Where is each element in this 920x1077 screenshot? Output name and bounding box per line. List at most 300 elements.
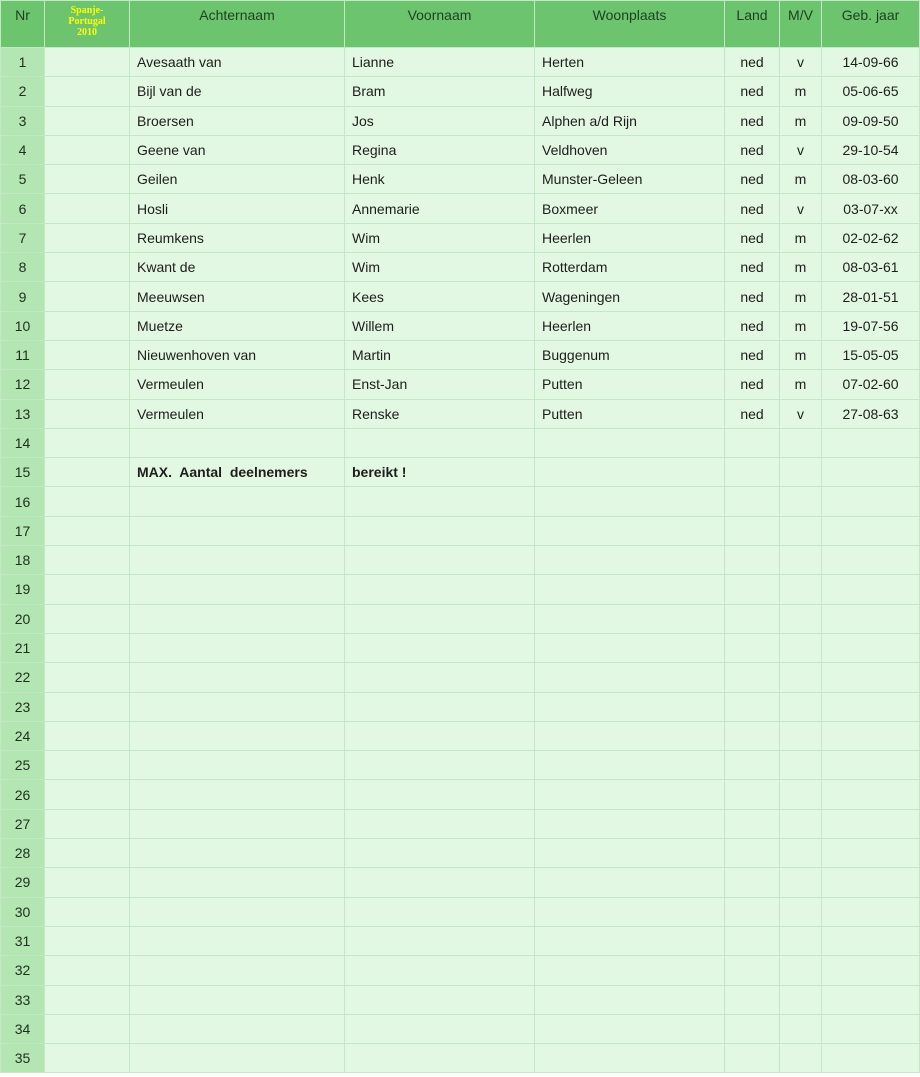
cell-woonplaats[interactable] [535,868,724,896]
cell-voornaam[interactable] [345,898,534,926]
cell-woonplaats[interactable] [535,517,724,545]
table-row [1,282,919,310]
cell-geb-jaar[interactable] [822,546,919,574]
cell-mv[interactable]: m [780,107,821,135]
cell-mv[interactable] [780,898,821,926]
cell-achternaam[interactable] [130,1044,344,1072]
cell-land[interactable] [725,546,779,574]
cell-mv[interactable] [780,868,821,896]
cell-nr[interactable]: 29 [1,868,44,896]
cell-nr[interactable]: 25 [1,751,44,779]
cell-land[interactable] [725,898,779,926]
cell-voornaam[interactable] [345,780,534,808]
cell-land[interactable]: ned [725,370,779,398]
cell-woonplaats[interactable] [535,780,724,808]
empty-rows [1,487,919,1072]
cell-voornaam[interactable] [345,575,534,603]
cell-voornaam[interactable] [345,663,534,691]
cell-mv[interactable] [780,693,821,721]
cell-nr[interactable]: 30 [1,898,44,926]
cell-trip[interactable] [45,546,129,574]
cell-trip[interactable] [45,663,129,691]
max-notice-reached[interactable]: bereikt ! [345,458,534,486]
cell-mv[interactable]: m [780,282,821,310]
cell-mv[interactable]: m [780,253,821,281]
cell-voornaam[interactable] [345,751,534,779]
cell-mv[interactable] [780,517,821,545]
cell-mv[interactable]: v [780,400,821,428]
cell-trip[interactable] [45,575,129,603]
cell-land[interactable]: ned [725,107,779,135]
cell-woonplaats[interactable] [535,956,724,984]
cell-geb-jaar[interactable] [822,810,919,838]
cell-nr[interactable]: 13 [1,400,44,428]
cell-achternaam[interactable] [130,810,344,838]
cell-land[interactable]: ned [725,282,779,310]
cell-land[interactable] [725,751,779,779]
cell-nr[interactable]: 16 [1,487,44,515]
cell-land[interactable] [725,956,779,984]
cell-mv[interactable] [780,575,821,603]
cell-land[interactable]: ned [725,194,779,222]
cell-mv[interactable] [780,634,821,662]
cell-trip[interactable] [45,839,129,867]
cell-geb-jaar[interactable] [822,693,919,721]
cell-woonplaats[interactable]: Putten [535,400,724,428]
cell-voornaam[interactable]: Willem [345,312,534,340]
cell-geb-jaar[interactable]: 08-03-60 [822,165,919,193]
cell-trip[interactable] [45,48,129,76]
cell-trip[interactable] [45,487,129,515]
cell-mv[interactable] [780,487,821,515]
cell-achternaam[interactable]: Muetze [130,312,344,340]
cell-achternaam[interactable] [130,839,344,867]
cell-woonplaats[interactable] [535,487,724,515]
cell-trip[interactable] [45,751,129,779]
cell-land[interactable] [725,927,779,955]
cell-woonplaats[interactable] [535,575,724,603]
cell-mv[interactable] [780,1015,821,1043]
cell-voornaam[interactable]: Wim [345,224,534,252]
cell-achternaam[interactable] [130,517,344,545]
cell-achternaam[interactable] [130,956,344,984]
cell-voornaam[interactable]: Wim [345,253,534,281]
cell-voornaam[interactable]: Kees [345,282,534,310]
cell-woonplaats[interactable] [535,1044,724,1072]
table-row [1,868,919,896]
cell-achternaam[interactable] [130,868,344,896]
cell-geb-jaar[interactable]: 29-10-54 [822,136,919,164]
table-row [1,194,919,222]
cell-voornaam[interactable]: Renske [345,400,534,428]
cell-land[interactable]: ned [725,48,779,76]
cell-nr[interactable]: 9 [1,282,44,310]
cell-voornaam[interactable] [345,927,534,955]
cell-achternaam[interactable]: Vermeulen [130,370,344,398]
cell-geb-jaar[interactable] [822,956,919,984]
cell-geb-jaar[interactable] [822,517,919,545]
cell-land[interactable] [725,429,779,457]
cell-geb-jaar[interactable]: 03-07-xx [822,194,919,222]
cell-woonplaats[interactable] [535,546,724,574]
cell-land[interactable] [725,986,779,1014]
cell-achternaam[interactable] [130,751,344,779]
cell-voornaam[interactable]: Annemarie [345,194,534,222]
cell-geb-jaar[interactable] [822,1015,919,1043]
cell-land[interactable] [725,780,779,808]
cell-voornaam[interactable] [345,693,534,721]
cell-voornaam[interactable]: Martin [345,341,534,369]
cell-achternaam[interactable] [130,986,344,1014]
cell-achternaam[interactable]: Kwant de [130,253,344,281]
cell-voornaam[interactable]: Jos [345,107,534,135]
cell-mv[interactable] [780,839,821,867]
cell-voornaam[interactable] [345,605,534,633]
cell-land[interactable]: ned [725,312,779,340]
cell-achternaam[interactable] [130,1015,344,1043]
cell-achternaam[interactable]: Avesaath van [130,48,344,76]
cell-mv[interactable]: m [780,165,821,193]
cell-trip[interactable] [45,107,129,135]
cell-mv[interactable] [780,751,821,779]
cell-nr[interactable]: 14 [1,429,44,457]
cell-woonplaats[interactable] [535,986,724,1014]
cell-trip[interactable] [45,165,129,193]
cell-mv[interactable]: m [780,77,821,105]
cell-geb-jaar[interactable] [822,575,919,603]
cell-geb-jaar[interactable]: 02-02-62 [822,224,919,252]
cell-voornaam[interactable]: Enst-Jan [345,370,534,398]
cell-trip[interactable] [45,370,129,398]
cell-voornaam[interactable]: Henk [345,165,534,193]
cell-land[interactable] [725,839,779,867]
cell-trip[interactable] [45,898,129,926]
cell-achternaam[interactable] [130,663,344,691]
cell-land[interactable] [725,605,779,633]
cell-voornaam[interactable] [345,986,534,1014]
cell-geb-jaar[interactable] [822,458,919,486]
cell-woonplaats[interactable] [535,458,724,486]
header-mv: M/V [780,1,821,47]
cell-woonplaats[interactable] [535,839,724,867]
cell-mv[interactable] [780,810,821,838]
cell-achternaam[interactable]: Geene van [130,136,344,164]
cell-achternaam[interactable] [130,722,344,750]
cell-mv[interactable]: v [780,136,821,164]
cell-land[interactable] [725,1044,779,1072]
cell-nr[interactable]: 23 [1,693,44,721]
cell-geb-jaar[interactable] [822,722,919,750]
cell-achternaam[interactable]: Broersen [130,107,344,135]
cell-trip[interactable] [45,400,129,428]
cell-land[interactable]: ned [725,400,779,428]
cell-land[interactable] [725,517,779,545]
cell-geb-jaar[interactable] [822,429,919,457]
cell-woonplaats[interactable]: Veldhoven [535,136,724,164]
cell-nr[interactable]: 7 [1,224,44,252]
table-row [1,810,919,838]
cell-nr[interactable]: 28 [1,839,44,867]
cell-geb-jaar[interactable]: 15-05-05 [822,341,919,369]
table-row [1,312,919,340]
cell-geb-jaar[interactable]: 28-01-51 [822,282,919,310]
cell-woonplaats[interactable] [535,898,724,926]
cell-nr[interactable]: 21 [1,634,44,662]
cell-geb-jaar[interactable] [822,986,919,1014]
cell-nr[interactable]: 24 [1,722,44,750]
cell-trip[interactable] [45,956,129,984]
cell-land[interactable]: ned [725,341,779,369]
cell-land[interactable] [725,693,779,721]
cell-achternaam[interactable] [130,605,344,633]
cell-geb-jaar[interactable]: 27-08-63 [822,400,919,428]
cell-geb-jaar[interactable] [822,663,919,691]
table-row [1,77,919,105]
cell-nr[interactable]: 2 [1,77,44,105]
table-row [1,575,919,603]
cell-mv[interactable] [780,986,821,1014]
table-row [1,898,919,926]
cell-achternaam[interactable] [130,693,344,721]
cell-geb-jaar[interactable] [822,898,919,926]
cell-land[interactable] [725,458,779,486]
cell-nr[interactable]: 6 [1,194,44,222]
cell-mv[interactable]: m [780,370,821,398]
cell-achternaam[interactable]: Geilen [130,165,344,193]
cell-mv[interactable] [780,722,821,750]
cell-woonplaats[interactable] [535,634,724,662]
header-land: Land [725,1,779,47]
cell-geb-jaar[interactable]: 09-09-50 [822,107,919,135]
cell-mv[interactable] [780,663,821,691]
cell-voornaam[interactable] [345,429,534,457]
cell-voornaam[interactable] [345,634,534,662]
cell-nr[interactable]: 18 [1,546,44,574]
cell-geb-jaar[interactable]: 19-07-56 [822,312,919,340]
cell-geb-jaar[interactable] [822,605,919,633]
cell-mv[interactable] [780,956,821,984]
cell-geb-jaar[interactable] [822,634,919,662]
cell-woonplaats[interactable] [535,722,724,750]
table-row [1,956,919,984]
cell-voornaam[interactable]: Regina [345,136,534,164]
cell-mv[interactable] [780,429,821,457]
cell-woonplaats[interactable]: Herten [535,48,724,76]
cell-achternaam[interactable] [130,487,344,515]
cell-woonplaats[interactable]: Halfweg [535,77,724,105]
cell-achternaam[interactable] [130,927,344,955]
cell-trip[interactable] [45,1015,129,1043]
cell-trip[interactable] [45,634,129,662]
cell-voornaam[interactable]: Lianne [345,48,534,76]
cell-achternaam[interactable]: Bijl van de [130,77,344,105]
cell-land[interactable] [725,722,779,750]
cell-nr[interactable]: 5 [1,165,44,193]
cell-voornaam[interactable] [345,956,534,984]
cell-nr[interactable]: 19 [1,575,44,603]
cell-nr[interactable]: 1 [1,48,44,76]
cell-trip[interactable] [45,722,129,750]
cell-woonplaats[interactable]: Putten [535,370,724,398]
cell-trip[interactable] [45,458,129,486]
cell-land[interactable] [725,1015,779,1043]
cell-voornaam[interactable] [345,722,534,750]
cell-nr[interactable]: 32 [1,956,44,984]
cell-achternaam[interactable] [130,634,344,662]
cell-nr[interactable]: 27 [1,810,44,838]
cell-trip[interactable] [45,1044,129,1072]
cell-mv[interactable]: v [780,194,821,222]
cell-woonplaats[interactable]: Munster-Geleen [535,165,724,193]
cell-geb-jaar[interactable] [822,751,919,779]
cell-geb-jaar[interactable]: 08-03-61 [822,253,919,281]
cell-nr[interactable]: 35 [1,1044,44,1072]
cell-nr[interactable]: 12 [1,370,44,398]
header-woonplaats: Woonplaats [535,1,724,47]
cell-voornaam[interactable] [345,810,534,838]
cell-mv[interactable]: v [780,48,821,76]
cell-woonplaats[interactable] [535,927,724,955]
cell-trip[interactable] [45,986,129,1014]
cell-trip[interactable] [45,77,129,105]
table-row [1,224,919,252]
cell-woonplaats[interactable]: Buggenum [535,341,724,369]
header-trip [45,1,129,47]
cell-mv[interactable] [780,780,821,808]
cell-achternaam[interactable]: Nieuwenhoven van [130,341,344,369]
cell-nr[interactable]: 22 [1,663,44,691]
cell-achternaam[interactable]: Hosli [130,194,344,222]
cell-nr[interactable]: 33 [1,986,44,1014]
cell-woonplaats[interactable]: Rotterdam [535,253,724,281]
cell-nr[interactable]: 20 [1,605,44,633]
cell-voornaam[interactable] [345,1044,534,1072]
cell-land[interactable]: ned [725,224,779,252]
cell-geb-jaar[interactable] [822,487,919,515]
cell-land[interactable]: ned [725,136,779,164]
cell-geb-jaar[interactable]: 07-02-60 [822,370,919,398]
cell-woonplaats[interactable] [535,605,724,633]
cell-voornaam[interactable] [345,839,534,867]
cell-mv[interactable] [780,546,821,574]
cell-achternaam[interactable] [130,546,344,574]
cell-voornaam[interactable] [345,1015,534,1043]
cell-trip[interactable] [45,341,129,369]
cell-achternaam[interactable] [130,575,344,603]
cell-geb-jaar[interactable]: 05-06-65 [822,77,919,105]
cell-mv[interactable]: m [780,341,821,369]
cell-geb-jaar[interactable] [822,868,919,896]
cell-voornaam[interactable] [345,487,534,515]
cell-woonplaats[interactable]: Alphen a/d Rijn [535,107,724,135]
cell-trip[interactable] [45,282,129,310]
cell-land[interactable]: ned [725,77,779,105]
cell-trip[interactable] [45,605,129,633]
cell-woonplaats[interactable]: Heerlen [535,224,724,252]
cell-trip[interactable] [45,136,129,164]
cell-achternaam[interactable] [130,429,344,457]
cell-woonplaats[interactable] [535,810,724,838]
cell-geb-jaar[interactable] [822,1044,919,1072]
cell-trip[interactable] [45,224,129,252]
table-row [1,839,919,867]
cell-nr[interactable]: 4 [1,136,44,164]
cell-woonplaats[interactable] [535,663,724,691]
cell-trip[interactable] [45,868,129,896]
cell-trip[interactable] [45,517,129,545]
cell-land[interactable] [725,663,779,691]
table-row [1,663,919,691]
table-row [1,487,919,515]
cell-woonplaats[interactable]: Heerlen [535,312,724,340]
cell-woonplaats[interactable] [535,693,724,721]
cell-nr[interactable]: 31 [1,927,44,955]
cell-land[interactable] [725,810,779,838]
cell-nr[interactable]: 34 [1,1015,44,1043]
cell-geb-jaar[interactable] [822,780,919,808]
cell-trip[interactable] [45,780,129,808]
cell-mv[interactable] [780,1044,821,1072]
cell-achternaam[interactable] [130,898,344,926]
cell-nr[interactable]: 11 [1,341,44,369]
cell-nr[interactable]: 17 [1,517,44,545]
cell-achternaam[interactable]: Reumkens [130,224,344,252]
cell-mv[interactable] [780,605,821,633]
cell-nr[interactable]: 8 [1,253,44,281]
cell-nr[interactable]: 15 [1,458,44,486]
cell-mv[interactable] [780,927,821,955]
cell-woonplaats[interactable] [535,429,724,457]
cell-land[interactable]: ned [725,253,779,281]
cell-achternaam[interactable] [130,780,344,808]
header-geb-jaar: Geb. jaar [822,1,919,47]
cell-nr[interactable]: 3 [1,107,44,135]
cell-land[interactable] [725,868,779,896]
cell-woonplaats[interactable]: Wageningen [535,282,724,310]
cell-land[interactable] [725,575,779,603]
cell-nr[interactable]: 10 [1,312,44,340]
cell-mv[interactable]: m [780,312,821,340]
max-notice-text[interactable]: MAX. Aantal deelnemers [130,458,344,486]
table-row [1,253,919,281]
cell-voornaam[interactable] [345,546,534,574]
cell-achternaam[interactable]: Meeuwsen [130,282,344,310]
cell-achternaam[interactable]: Vermeulen [130,400,344,428]
cell-voornaam[interactable] [345,868,534,896]
cell-mv[interactable] [780,458,821,486]
cell-voornaam[interactable] [345,517,534,545]
cell-trip[interactable] [45,253,129,281]
cell-trip[interactable] [45,312,129,340]
cell-geb-jaar[interactable]: 14-09-66 [822,48,919,76]
cell-trip[interactable] [45,429,129,457]
cell-voornaam[interactable]: Bram [345,77,534,105]
cell-mv[interactable]: m [780,224,821,252]
cell-woonplaats[interactable] [535,751,724,779]
cell-land[interactable] [725,487,779,515]
cell-land[interactable] [725,634,779,662]
cell-nr[interactable]: 26 [1,780,44,808]
cell-geb-jaar[interactable] [822,839,919,867]
cell-woonplaats[interactable]: Boxmeer [535,194,724,222]
cell-trip[interactable] [45,927,129,955]
cell-land[interactable]: ned [725,165,779,193]
cell-trip[interactable] [45,693,129,721]
cell-trip[interactable] [45,810,129,838]
cell-woonplaats[interactable] [535,1015,724,1043]
cell-trip[interactable] [45,194,129,222]
cell-geb-jaar[interactable] [822,927,919,955]
